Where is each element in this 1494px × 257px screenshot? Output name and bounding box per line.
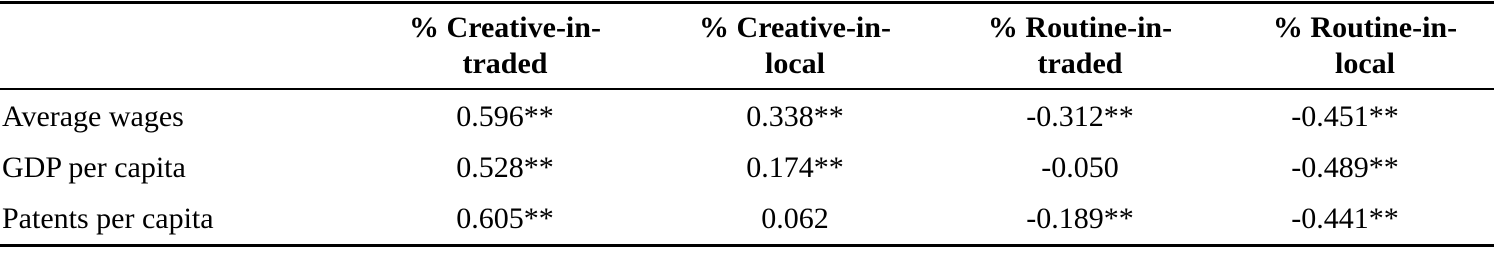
table-cell: 0.605**	[456, 202, 554, 235]
bottom-rule	[0, 244, 1494, 247]
table-cell: 0.338**	[746, 100, 844, 133]
table-row	[0, 143, 1494, 193]
table-cell: -0.312**	[1026, 100, 1134, 133]
table-row	[0, 92, 1494, 142]
table-cell: 0.528**	[456, 151, 554, 184]
table-cell: -0.441**	[1291, 202, 1399, 235]
column-header-line: traded	[462, 47, 548, 80]
top-rule	[0, 1, 1494, 4]
column-header-line: local	[765, 47, 825, 80]
column-header-line: % Routine-in-	[1272, 11, 1458, 44]
row-label: GDP per capita	[2, 151, 186, 184]
table-cell: 0.596**	[456, 100, 554, 133]
table-cell: -0.451**	[1291, 100, 1399, 133]
column-header-line: local	[1335, 47, 1395, 80]
table-row	[0, 194, 1494, 244]
column-header-line: traded	[1037, 47, 1123, 80]
table-cell: -0.489**	[1291, 151, 1399, 184]
column-header-routine-in-local	[1215, 10, 1494, 86]
table-cell: 0.174**	[746, 151, 844, 184]
header-rule	[0, 88, 1494, 90]
row-label: Average wages	[2, 100, 184, 133]
column-header-line: % Creative-in-	[409, 11, 601, 44]
table-cell: -0.050	[1041, 151, 1119, 184]
row-label: Patents per capita	[2, 202, 214, 235]
table-cell: 0.062	[761, 202, 829, 235]
column-header-creative-in-traded	[355, 10, 655, 86]
column-header-line: % Routine-in-	[987, 11, 1173, 44]
column-header-routine-in-traded	[930, 10, 1230, 86]
table-cell: -0.189**	[1026, 202, 1134, 235]
column-header-line: % Creative-in-	[699, 11, 891, 44]
column-header-creative-in-local	[645, 10, 945, 86]
